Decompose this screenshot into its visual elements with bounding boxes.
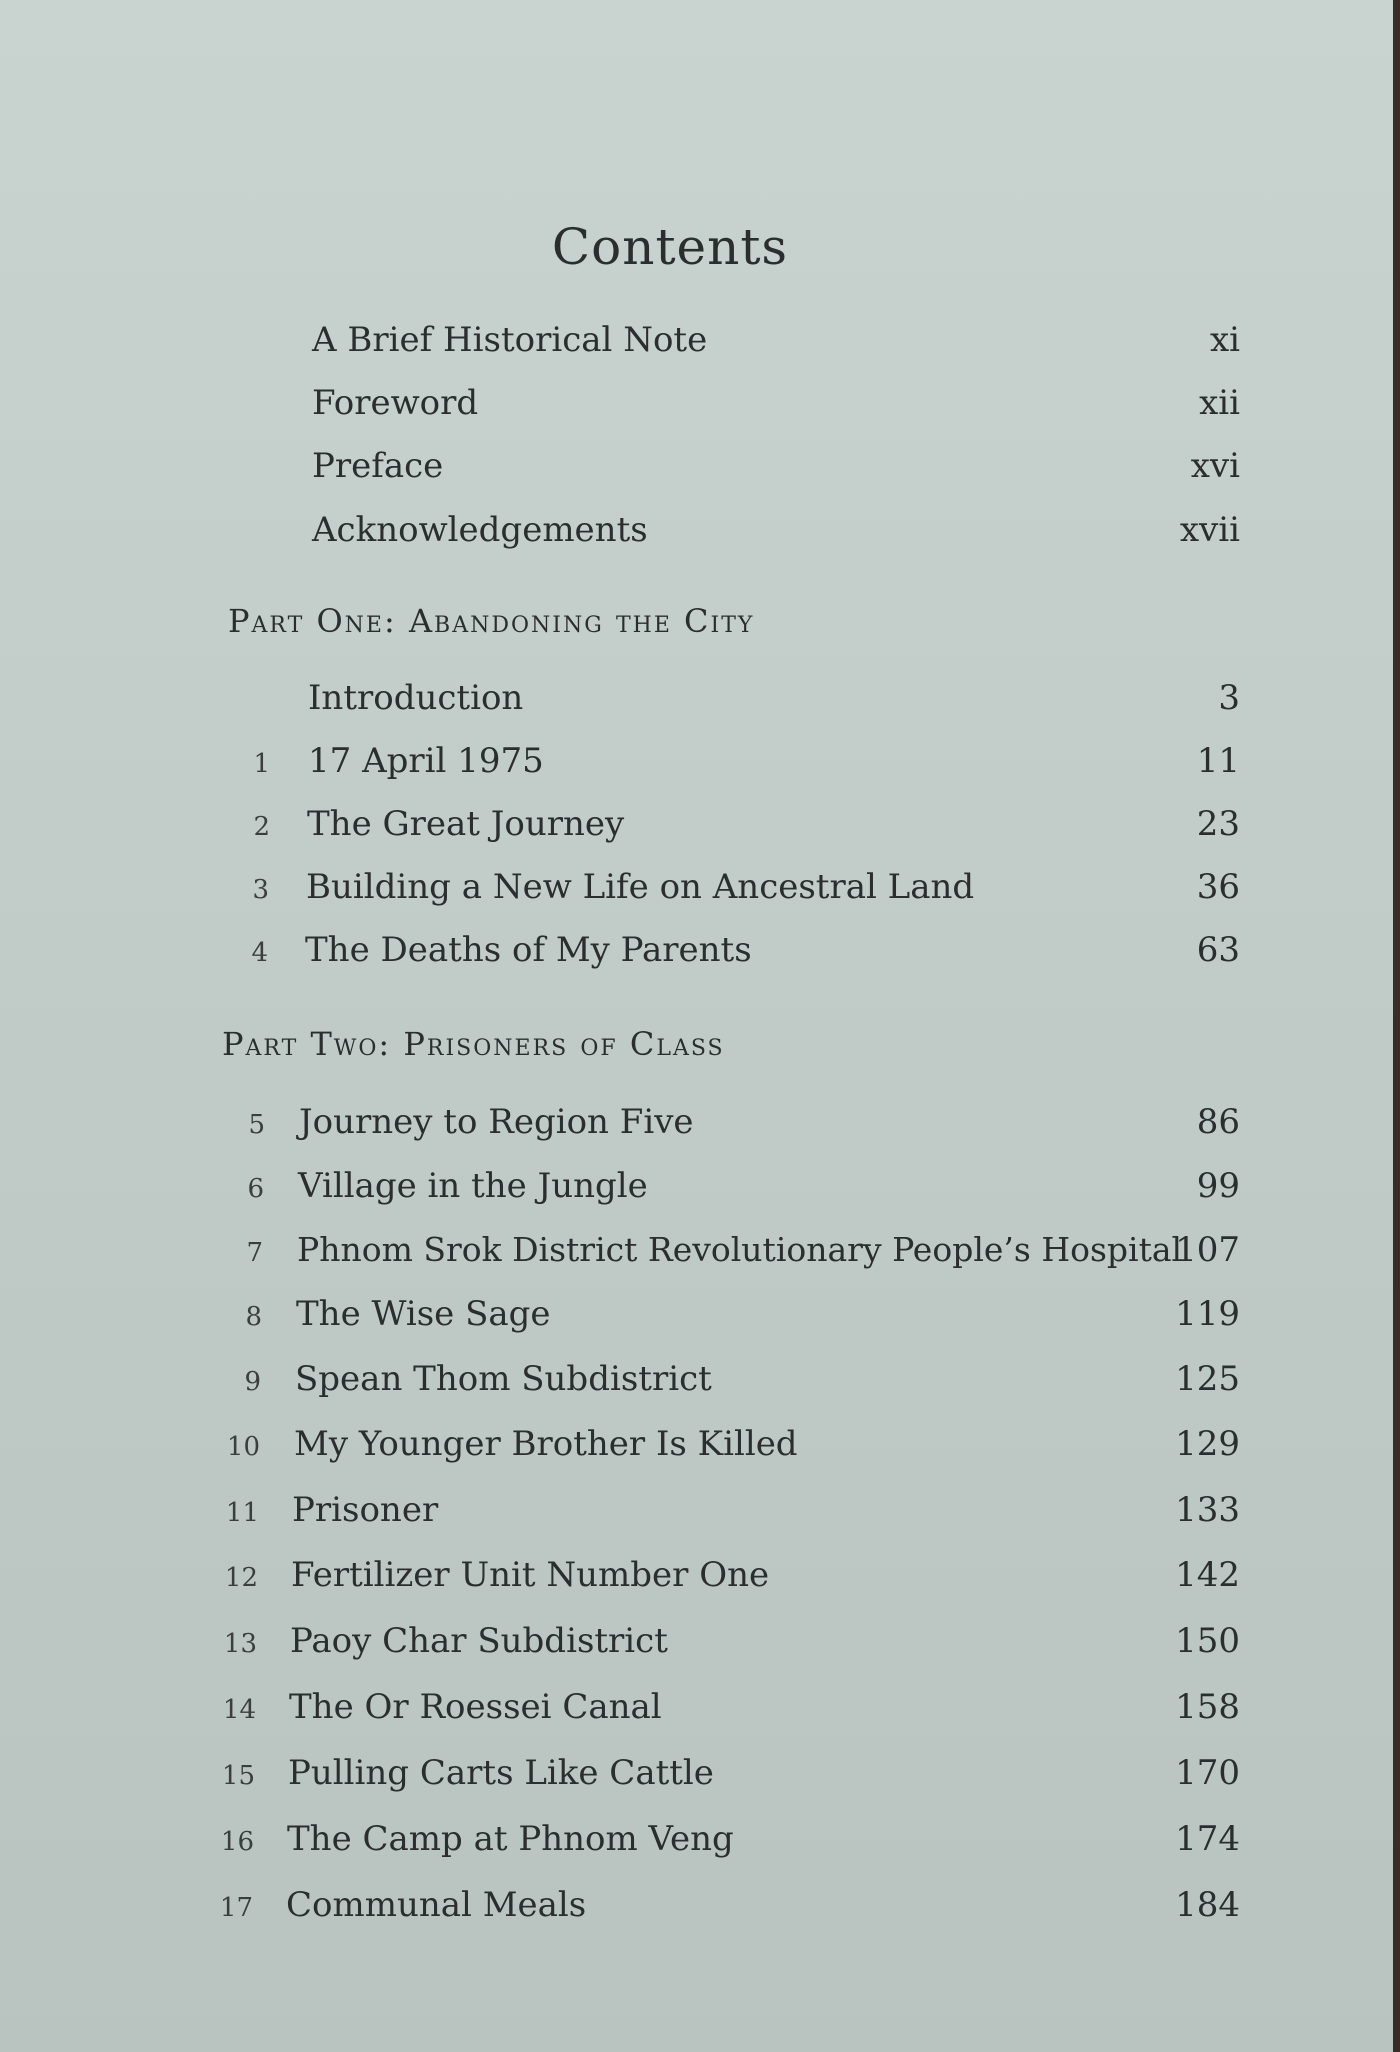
toc-entry-label: The Great Journey — [307, 804, 625, 844]
toc-entry — [0, 383, 1400, 433]
toc-entry-label: Communal Meals — [286, 1885, 587, 1925]
chapter-number: 12 — [224, 1563, 258, 1593]
chapter-number: 5 — [248, 1110, 265, 1140]
toc-entry — [0, 1885, 1400, 1935]
toc-entry — [0, 446, 1400, 496]
toc-entry-page: 3 — [1218, 678, 1240, 718]
toc-entry-label: Pulling Carts Like Cattle — [288, 1753, 714, 1793]
toc-entry-page: 142 — [1175, 1555, 1240, 1595]
toc-entry — [0, 1359, 1400, 1409]
toc-entry-page: 170 — [1175, 1753, 1240, 1793]
toc-entry-label: The Deaths of My Parents — [305, 930, 752, 970]
chapter-number: 2 — [253, 812, 270, 842]
toc-entry-label: The Camp at Phnom Veng — [287, 1819, 734, 1859]
toc-entry-page: 125 — [1175, 1359, 1240, 1399]
chapter-number: 9 — [244, 1367, 261, 1397]
toc-entry — [0, 1102, 1400, 1152]
toc-entry-page: 174 — [1175, 1819, 1240, 1859]
toc-entry — [0, 510, 1400, 560]
toc-entry-page: xi — [1209, 320, 1240, 360]
toc-entry-label: Prisoner — [292, 1490, 439, 1530]
toc-entry-label: Building a New Life on Ancestral Land — [306, 867, 975, 907]
toc-entry-label: Fertilizer Unit Number One — [291, 1555, 770, 1595]
toc-entry — [0, 930, 1400, 980]
toc-entry — [0, 1819, 1400, 1869]
contents-title: Contents — [551, 218, 789, 276]
toc-entry-page: 107 — [1175, 1230, 1240, 1270]
toc-entry — [0, 1166, 1400, 1216]
toc-entry-page: 23 — [1196, 804, 1240, 844]
toc-entry-page: xii — [1199, 383, 1240, 423]
toc-entry-page: 133 — [1175, 1490, 1240, 1530]
chapter-number: 3 — [252, 875, 269, 905]
chapter-number: 14 — [222, 1695, 256, 1725]
toc-entry-label: Paoy Char Subdistrict — [290, 1621, 668, 1661]
toc-entry — [0, 320, 1400, 370]
chapter-number: 15 — [221, 1761, 255, 1791]
toc-entry — [0, 1230, 1400, 1280]
toc-entry-page: 86 — [1196, 1102, 1240, 1142]
toc-entry-page: xvi — [1190, 446, 1240, 486]
chapter-number: 11 — [225, 1498, 259, 1528]
toc-entry-page: 99 — [1196, 1166, 1240, 1206]
toc-entry-page: 36 — [1196, 867, 1240, 907]
toc-entry-page: 158 — [1175, 1687, 1240, 1727]
toc-entry — [0, 1753, 1400, 1803]
chapter-number: 6 — [247, 1174, 264, 1204]
toc-entry-label: The Or Roessei Canal — [289, 1687, 662, 1727]
chapter-number: 13 — [223, 1629, 257, 1659]
toc-entry-page: xvii — [1179, 510, 1240, 550]
page-edge — [1393, 0, 1400, 2052]
toc-entry — [0, 1424, 1400, 1474]
chapter-number: 4 — [251, 938, 268, 968]
chapter-number: 17 — [219, 1893, 253, 1923]
toc-entry-label: Acknowledgements — [312, 510, 648, 550]
toc-entry — [0, 867, 1400, 917]
chapter-number: 10 — [226, 1432, 260, 1462]
toc-entry — [0, 1294, 1400, 1344]
toc-entry-page: 11 — [1196, 741, 1240, 781]
toc-entry-label: A Brief Historical Note — [312, 320, 708, 360]
toc-entry-label: My Younger Brother Is Killed — [294, 1424, 798, 1464]
toc-entry-page: 63 — [1196, 930, 1240, 970]
part-heading: Part Two: Prisoners of Class — [222, 1025, 725, 1063]
toc-entry-label: Foreword — [312, 383, 479, 423]
toc-entry — [0, 804, 1400, 854]
toc-entry — [0, 741, 1400, 791]
toc-entry-label: Phnom Srok District Revolutionary People’s Hospital — [297, 1230, 1183, 1269]
toc-entry-page: 129 — [1175, 1424, 1240, 1464]
toc-entry-label: Journey to Region Five — [299, 1102, 694, 1142]
toc-entry-label: The Wise Sage — [296, 1294, 551, 1334]
toc-entry — [0, 1490, 1400, 1540]
toc-entry — [0, 1687, 1400, 1737]
toc-entry — [0, 1555, 1400, 1605]
toc-entry-label: Spean Thom Subdistrict — [295, 1359, 712, 1399]
part-heading: Part One: Abandoning the City — [228, 602, 755, 640]
chapter-number: 7 — [246, 1238, 263, 1268]
toc-entry-page: 184 — [1175, 1885, 1240, 1925]
toc-entry-label: 17 April 1975 — [308, 741, 544, 781]
toc-entry — [0, 1621, 1400, 1671]
chapter-number: 8 — [245, 1302, 262, 1332]
toc-entry-label: Village in the Jungle — [298, 1166, 648, 1206]
toc-entry-label: Introduction — [308, 678, 524, 718]
toc-entry-label: Preface — [312, 446, 444, 486]
chapter-number: 16 — [220, 1827, 254, 1857]
toc-entry — [0, 678, 1400, 728]
toc-entry-page: 119 — [1175, 1294, 1240, 1334]
chapter-number: 1 — [253, 749, 270, 779]
toc-entry-page: 150 — [1175, 1621, 1240, 1661]
